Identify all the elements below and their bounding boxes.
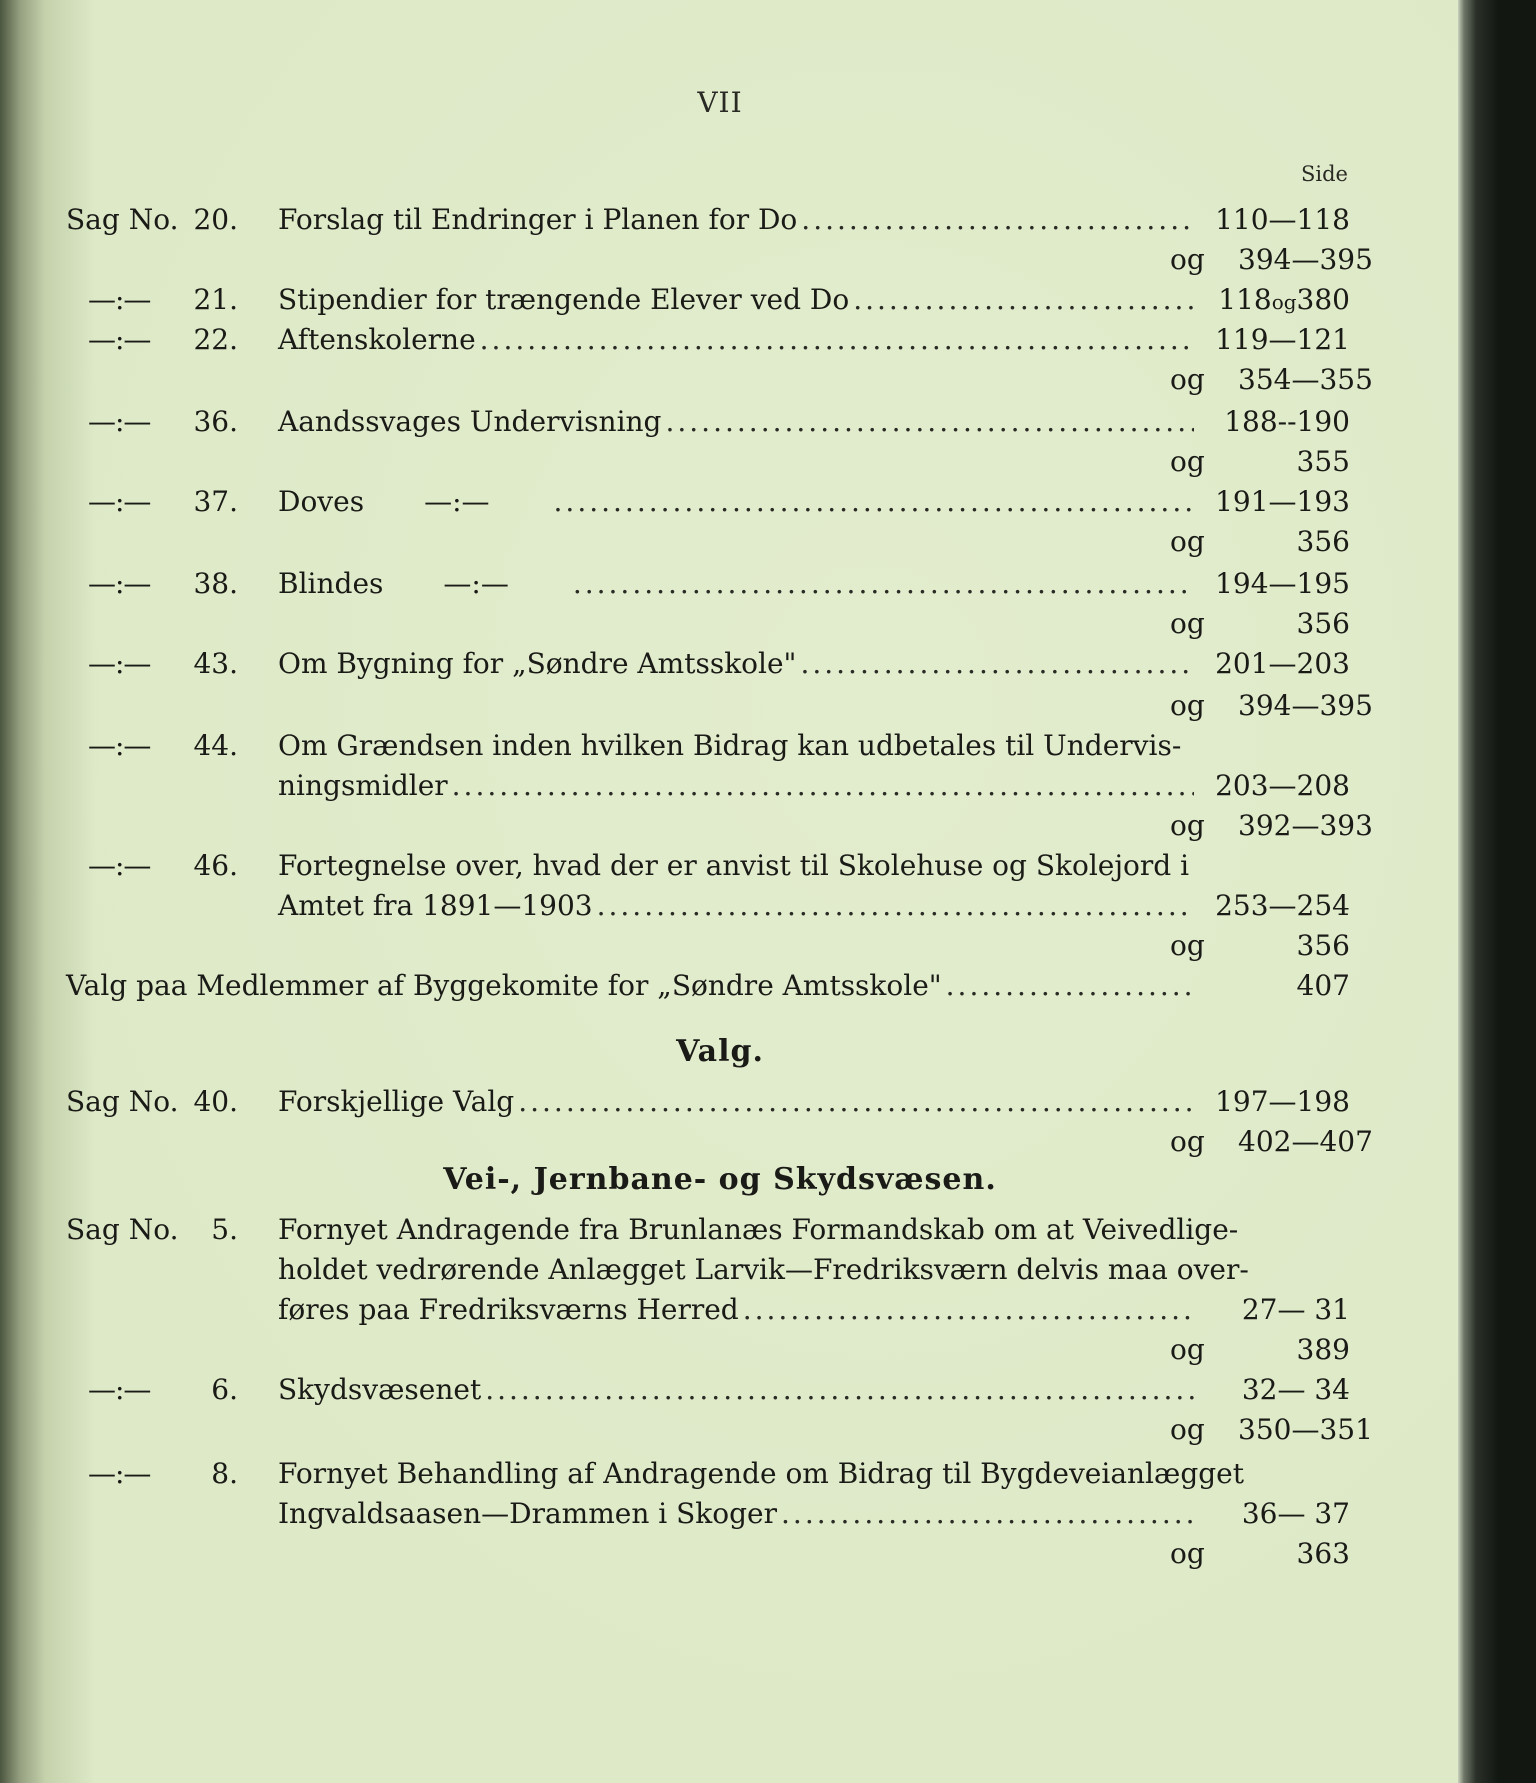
dot-leader [665, 402, 1194, 442]
entry-row [0, 320, 1352, 360]
page-end: 380 [1296, 283, 1350, 316]
entry-pages: 36— 37 [1241, 1497, 1350, 1530]
page-folio: VII [697, 86, 743, 119]
og-label: og [1170, 1537, 1205, 1570]
entry-row-continued [0, 766, 1352, 806]
entry-pages: 188--190 [1224, 405, 1350, 438]
entry-extra-pages: 354—355 [1238, 363, 1373, 396]
entry-row [0, 1454, 1352, 1494]
dot-leader [480, 320, 1194, 360]
entry-title: Forslag til Endringer i Planen for Do [278, 203, 798, 236]
entry-extra-pages: 363 [1296, 1537, 1350, 1570]
entry-extra-pages: 356 [1296, 525, 1350, 558]
dot-leader [781, 1494, 1194, 1534]
entry-extra-pages: 394—395 [1238, 689, 1373, 722]
entry-row [0, 726, 1352, 766]
entry-number: 46. [193, 849, 238, 882]
entry-row [0, 1082, 1352, 1122]
entry-number: 8. [211, 1457, 238, 1490]
entry-continuation [0, 1410, 1373, 1450]
entry-prefix: —:— [88, 405, 151, 438]
entry-number: 38. [193, 567, 238, 600]
entry-number: 37. [193, 485, 238, 518]
entry-pages: 253—254 [1215, 889, 1350, 922]
og-label: og [1170, 525, 1205, 558]
entry-continuation [0, 1330, 1352, 1370]
entry-title-continued: føres paa Fredriksværns Herred [278, 1293, 739, 1326]
entry-row [0, 966, 1352, 1006]
entry-number: 36. [193, 405, 238, 438]
dot-leader [597, 886, 1194, 926]
entry-pages: 197—198 [1215, 1085, 1350, 1118]
entry-continuation [0, 522, 1352, 562]
entry-number: 6. [211, 1373, 238, 1406]
entry-title-continued: holdet vedrørende Anlægget Larvik—Fredriksværn delvis maa over- [278, 1253, 1249, 1286]
entry-prefix: —:— [88, 567, 151, 600]
dot-leader [573, 564, 1194, 604]
column-header: Side [1301, 162, 1348, 186]
entry-title: Om Bygning for „Søndre Amtsskole" [278, 647, 797, 680]
entry-pages: 119—121 [1215, 323, 1350, 356]
page-start: 118 [1218, 283, 1272, 316]
dot-leader [452, 766, 1194, 806]
og-label: og [1170, 363, 1205, 396]
entry-number: 5. [211, 1213, 238, 1246]
og-label: og [1170, 1413, 1205, 1446]
dot-leader [518, 1082, 1194, 1122]
og-label: og [1170, 1125, 1205, 1158]
dot-leader [801, 200, 1194, 240]
entry-number: 20. [193, 203, 238, 236]
entry-prefix: —:— [88, 485, 151, 518]
entry-prefix: —:— [88, 323, 151, 356]
entry-pages: 203—208 [1215, 769, 1350, 802]
dot-leader [554, 482, 1194, 522]
entry-title: Valg paa Medlemmer af Byggekomite for „Søndre Amtsskole" [66, 969, 942, 1002]
section-heading-vei: Vei-, Jernbane- og Skydsvæsen. [443, 1162, 997, 1197]
entry-row [0, 280, 1352, 320]
entry-title: Aandssvages Undervisning [278, 405, 662, 438]
entry-row [0, 1370, 1352, 1410]
entry-title: Om Grændsen inden hvilken Bidrag kan udbetales til Undervis- [278, 729, 1182, 762]
entry-row [0, 1210, 1352, 1250]
entry-extra-pages: 350—351 [1238, 1413, 1373, 1446]
entry-prefix: Sag No. [66, 1213, 179, 1246]
entry-extra-pages: 356 [1296, 929, 1350, 962]
dot-leader [485, 1370, 1194, 1410]
entry-title: Fornyet Andragende fra Brunlanæs Formandskab om at Veivedlige- [278, 1213, 1239, 1246]
entry-prefix: —:— [88, 729, 151, 762]
og-label: og [1170, 929, 1205, 962]
entry-number: 21. [193, 283, 238, 316]
entry-row-continued [0, 1494, 1352, 1534]
entry-row [0, 644, 1352, 684]
entry-title: Doves [278, 485, 365, 518]
entry-prefix: Sag No. [66, 203, 179, 236]
entry-title-continued: ningsmidler [278, 769, 448, 802]
entry-pages: 407 [1296, 969, 1350, 1002]
entry-continuation [0, 360, 1373, 400]
og-label: og [1170, 243, 1205, 276]
entry-title: Aftenskolerne [278, 323, 476, 356]
entry-prefix: —:— [88, 1457, 151, 1490]
entry-pages: 27— 31 [1241, 1293, 1350, 1326]
dot-leader [800, 644, 1194, 684]
og-label: og [1271, 290, 1297, 314]
entry-prefix: —:— [88, 849, 151, 882]
entry-continuation [0, 1534, 1352, 1574]
ditto-mark: —:— [443, 567, 509, 600]
entry-extra-pages: 389 [1296, 1333, 1350, 1366]
entry-row [0, 846, 1352, 886]
entry-extra-pages: 392—393 [1238, 809, 1373, 842]
dot-leader [946, 966, 1194, 1006]
entry-number: 22. [193, 323, 238, 356]
entry-extra-pages: 394—395 [1238, 243, 1373, 276]
entry-continuation [0, 240, 1373, 280]
entry-title: Skydsvæsenet [278, 1373, 482, 1406]
entry-number: 44. [193, 729, 238, 762]
entry-title: Fortegnelse over, hvad der er anvist til Skolehuse og Skolejord i [278, 849, 1190, 882]
entry-title-continued: Ingvaldsaasen—Drammen i Skoger [278, 1497, 778, 1530]
entry-prefix: —:— [88, 283, 151, 316]
entry-pages: 201—203 [1215, 647, 1350, 680]
entry-title: Stipendier for trængende Elever ved Do [278, 283, 850, 316]
entry-continuation [0, 604, 1352, 644]
og-label: og [1170, 1333, 1205, 1366]
entry-prefix: —:— [88, 647, 151, 680]
entry-extra-pages: 402—407 [1238, 1125, 1373, 1158]
og-label: og [1170, 809, 1205, 842]
entry-row [0, 200, 1352, 240]
og-label: og [1170, 607, 1205, 640]
entry-prefix: Sag No. [66, 1085, 179, 1118]
entry-pages: 110—118 [1215, 203, 1350, 236]
entry-row [0, 402, 1352, 442]
entry-pages: 191—193 [1215, 485, 1350, 518]
entry-row-continued [0, 1250, 1352, 1290]
entry-number: 43. [193, 647, 238, 680]
entry-continuation [0, 926, 1352, 966]
entry-pages [1198, 280, 1350, 322]
entry-continuation [0, 686, 1373, 726]
entry-row-continued [0, 1290, 1352, 1330]
entry-title-continued: Amtet fra 1891—1903 [278, 889, 593, 922]
ditto-mark: —:— [424, 485, 490, 518]
entry-row [0, 482, 1352, 522]
entry-extra-pages: 356 [1296, 607, 1350, 640]
entry-number: 40. [193, 1085, 238, 1118]
entry-title: Forskjellige Valg [278, 1085, 515, 1118]
dot-leader [853, 280, 1194, 320]
entry-continuation [0, 1122, 1373, 1162]
og-label: og [1170, 445, 1205, 478]
og-label: og [1170, 689, 1205, 722]
entry-pages: 194—195 [1215, 567, 1350, 600]
scan-edge [1458, 0, 1536, 1783]
entry-continuation [0, 806, 1373, 846]
dot-leader [743, 1290, 1194, 1330]
entry-extra-pages: 355 [1296, 445, 1350, 478]
entry-prefix: —:— [88, 1373, 151, 1406]
section-heading-valg: Valg. [676, 1034, 764, 1069]
entry-row-continued [0, 886, 1352, 926]
entry-title: Blindes [278, 567, 384, 600]
entry-title: Fornyet Behandling af Andragende om Bidrag til Bygdeveianlægget [278, 1457, 1244, 1490]
entry-row [0, 564, 1352, 604]
entry-continuation [0, 442, 1352, 482]
entry-pages: 32— 34 [1241, 1373, 1350, 1406]
